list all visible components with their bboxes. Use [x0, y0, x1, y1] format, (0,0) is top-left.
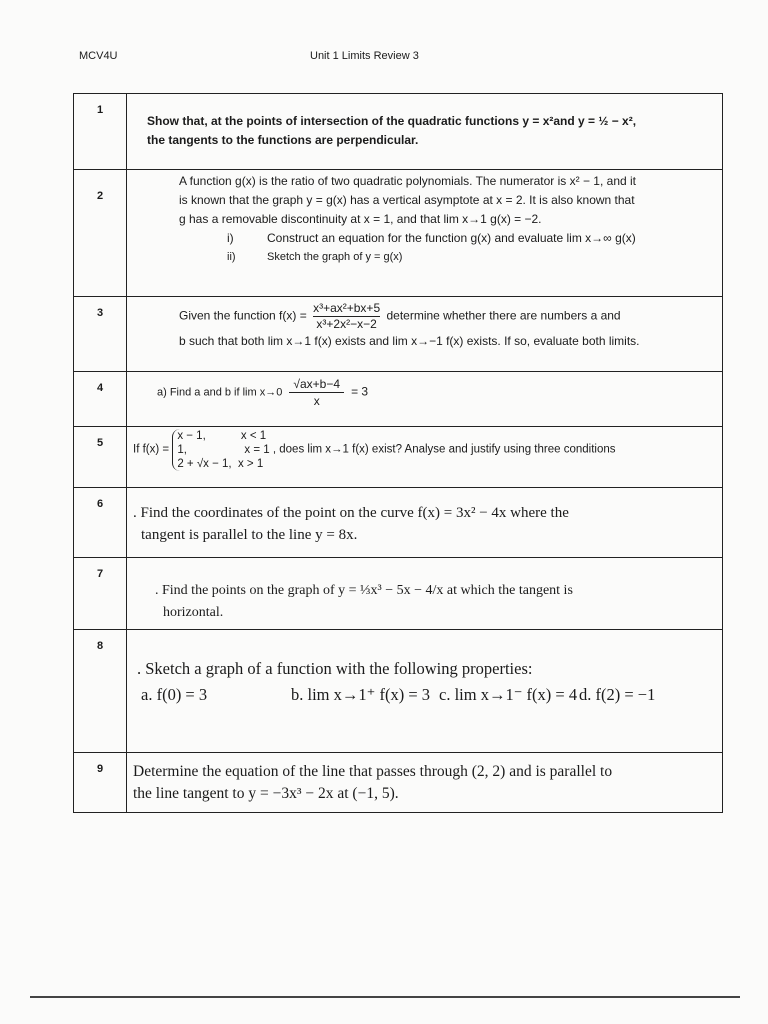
question-row-1	[74, 94, 723, 170]
questions-table	[73, 93, 723, 813]
question-number: 6	[74, 488, 127, 558]
question-number: 7	[74, 558, 127, 630]
question-row-2	[74, 170, 723, 297]
question-text: . Find the points on the graph of y = ⅓x³ − 5x − 4/x at which the tangent is	[155, 583, 573, 598]
question-text: determine whether there are numbers a and	[386, 308, 621, 323]
fraction-denominator: x	[313, 394, 320, 408]
question-number: 3	[74, 297, 127, 372]
sub-text: Construct an equation for the function g(x) and evaluate lim x→∞ g(x)	[267, 231, 636, 245]
sub-label: ii)	[227, 251, 236, 263]
fraction-numerator: √ax+b−4	[289, 376, 344, 393]
question-row-5	[74, 427, 723, 488]
question-row-3	[74, 297, 723, 372]
question-text: the line tangent to y = −3x³ − 2x at (−1, 5).	[133, 785, 399, 802]
fraction-numerator: x³+ax²+bx+5	[313, 301, 381, 315]
piece: x − 1, x < 1	[177, 430, 267, 442]
property: c. lim x→1⁻ f(x) = 4	[439, 685, 578, 704]
question-number: 5	[74, 427, 127, 488]
question-number: 2	[74, 170, 127, 297]
question-text: = 3	[351, 384, 369, 399]
question-row-9	[74, 753, 723, 813]
question-row-8	[74, 630, 723, 753]
question-text: Given the function f(x) =	[179, 308, 307, 323]
property: d. f(2) = −1	[579, 685, 656, 704]
question-text: . Find the coordinates of the point on the curve f(x) = 3x² − 4x where the	[133, 505, 569, 521]
sub-label: i)	[227, 231, 234, 245]
question-row-7	[74, 558, 723, 630]
question-row-6	[74, 488, 723, 558]
question-row-4	[74, 372, 723, 427]
property: a. f(0) = 3	[141, 685, 208, 704]
question-number: 4	[74, 372, 127, 427]
question-text: . Sketch a graph of a function with the following properties:	[137, 659, 533, 678]
question-text: is known that the graph y = g(x) has a vertical asymptote at x = 2. It is also known that	[179, 193, 635, 207]
page-title: Unit 1 Limits Review 3	[310, 50, 419, 62]
piecewise-brace	[172, 429, 269, 471]
question-text: the tangents to the functions are perpendicular.	[147, 133, 419, 147]
question-text: g has a removable discontinuity at x = 1, and that lim x→1 g(x) = −2.	[179, 212, 542, 226]
piece: 2 + √x − 1, x > 1	[177, 458, 264, 470]
question-text: If f(x) =	[133, 443, 170, 456]
question-text: Show that, at the points of intersection of the quadratic functions y = x²and y = ½ − x²,	[147, 114, 637, 128]
question-text: , does lim x→1 f(x) exist? Analyse and justify using three conditions	[272, 443, 616, 456]
question-number: 8	[74, 630, 127, 753]
question-text: horizontal.	[163, 605, 224, 620]
question-text: A function g(x) is the ratio of two quadratic polynomials. The numerator is x² − 1, and it	[179, 174, 637, 188]
sub-text: Sketch the graph of y = g(x)	[267, 251, 403, 263]
property: b. lim x→1⁺ f(x) = 3	[291, 685, 431, 704]
fraction-denominator: x³+2x²−x−2	[316, 317, 377, 331]
question-number: 1	[74, 94, 127, 170]
question-text: a) Find a and b if lim x→0	[157, 386, 283, 399]
bottom-rule	[30, 996, 740, 998]
question-number: 9	[74, 753, 127, 813]
question-text: b such that both lim x→1 f(x) exists and lim x→−1 f(x) exists. If so, evaluate both limits.	[179, 334, 640, 348]
question-text: Determine the equation of the line that passes through (2, 2) and is parallel to	[133, 763, 613, 780]
course-code: MCV4U	[79, 50, 118, 62]
piece: 1, x = 1	[177, 444, 270, 456]
question-text: tangent is parallel to the line y = 8x.	[141, 527, 358, 543]
